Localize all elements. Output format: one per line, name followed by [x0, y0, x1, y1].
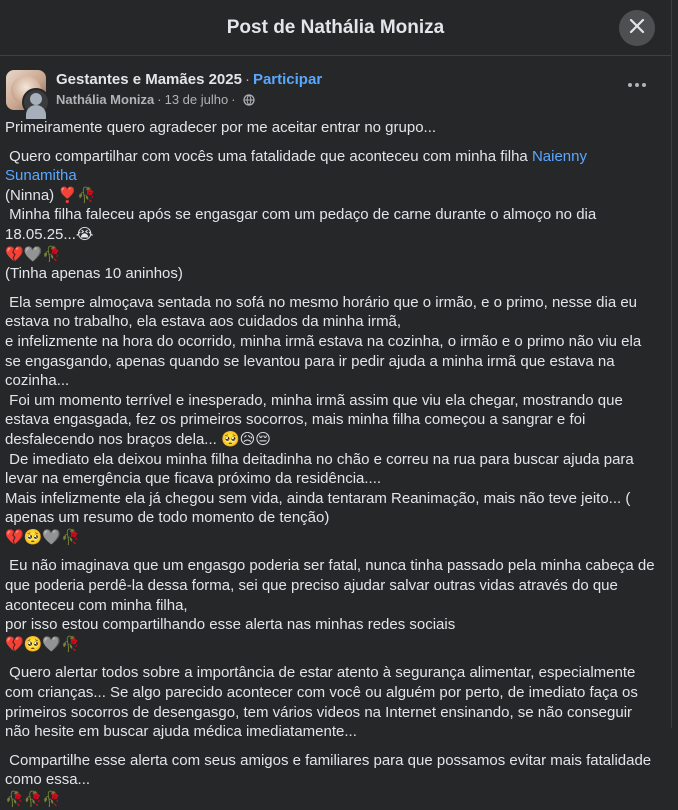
- post-paragraph: [5, 556, 659, 654]
- post-text: (Ninna) ❣️🥀: [5, 186, 96, 204]
- modal-title: Post de Nathália Moniza: [226, 16, 445, 38]
- post-subline: [56, 92, 322, 107]
- post-text-line: Ela sempre almoçava sentada no sofá no mesmo horário que o irmão, e o primo, nesse dia eu estava no trabalho, ela estava aos cuidados da minha irmã,: [5, 293, 642, 331]
- post-text: Quero compartilhar com vocês uma fatalidade que aconteceu com minha filha: [5, 147, 532, 165]
- post-text-line: De imediato ela deixou minha filha deitadinha no chão e correu na rua para buscar ajuda para levar na emergência que ficava próximo da residência....: [5, 450, 638, 488]
- more-horizontal-icon: [627, 75, 647, 93]
- separator-dot: ·: [244, 71, 250, 88]
- emoji-line: 💔🥺🩶🥀: [5, 635, 80, 653]
- group-name-link[interactable]: Gestantes e Mamães 2025: [56, 71, 242, 88]
- group-line: [56, 71, 322, 89]
- post-text-line: [5, 147, 659, 206]
- post-text-line: Minha filha faleceu após se engasgar com um pedaço de carne durante o almoço no dia 18.05.25...😭: [5, 206, 601, 243]
- more-options-button[interactable]: [619, 66, 655, 102]
- post-paragraph: [5, 147, 659, 284]
- close-icon: [629, 18, 645, 39]
- user-avatar[interactable]: [22, 88, 50, 116]
- post-text-line: Compartilhe esse alerta com seus amigos e familiares para que possamos evitar mais fatalidade como essa...: [5, 751, 656, 789]
- separator-dot: ·: [231, 92, 236, 107]
- post-text-line: (Tinha apenas 10 aninhos): [5, 265, 183, 283]
- post-header: [0, 56, 671, 118]
- post-body: [0, 118, 671, 810]
- globe-icon[interactable]: [243, 94, 255, 106]
- post-paragraph: [5, 751, 659, 810]
- post-meta: [56, 70, 322, 107]
- post-text-line: Foi um momento terrível e inesperado, minha irmã assim que viu ela chegar, mostrando que estava engasgada, fez os primeiros socorros, mais minha filha começou a sangrar e foi desfalecendo nos braços dela... 🥺😥😔: [5, 391, 627, 448]
- post-text-line: Eu não imaginava que um engasgo poderia ser fatal, nunca tinha passado pela minha cabeça de que poderia perdê-la dessa forma, sei que preciso ajudar salvar outras vidas através do que aconteceu com minha filha,: [5, 557, 659, 614]
- post-text-line: Mais infelizmente ela já chegou sem vida, ainda tentaram Reanimação, mais não teve jeito... ( apenas um resumo de todo momento de tenção): [5, 489, 635, 527]
- post-text-line: e infelizmente na hora do ocorrido, minha irmã estava na cozinha, o irmão e o primo não viu ela se engasgando, apenas quando se levantou para ir pedir ajuda a minha irmã que estava na cozinha...: [5, 332, 646, 390]
- post-date-link[interactable]: 13 de julho: [164, 92, 229, 107]
- post-text-line: por isso estou compartilhando esse alerta nas minhas redes sociais: [5, 616, 456, 634]
- author-name-link[interactable]: Nathália Moniza: [56, 92, 155, 107]
- emoji-line: 🥀🥀🥀: [5, 791, 62, 808]
- group-avatar[interactable]: [6, 70, 46, 110]
- separator-dot: ·: [157, 92, 162, 107]
- post-text-line: Quero alertar todos sobre a importância de estar atento à segurança alimentar, especialmente com crianças... Se algo parecido acontecer com você ou alguém por perto, de imediato faça os primeiros socorros de desengasgo, tem vários videos na Internet ensinando, se não conseguir não hesite em buscar ajuda médica imediatamente...: [5, 664, 643, 741]
- emoji-line: 💔🩶🥀: [5, 245, 62, 263]
- close-button[interactable]: [619, 10, 655, 46]
- post-paragraph: [5, 293, 659, 548]
- emoji-line: 💔🥺🩶🥀: [5, 528, 80, 546]
- mention-link[interactable]: Naienny Sunamitha: [5, 147, 592, 185]
- modal-header: [0, 0, 671, 56]
- post-paragraph: [5, 663, 659, 741]
- post-text-line: Primeiramente quero agradecer por me aceitar entrar no grupo...: [5, 119, 437, 136]
- join-group-link[interactable]: Participar: [252, 71, 323, 88]
- post-paragraph: [5, 118, 659, 138]
